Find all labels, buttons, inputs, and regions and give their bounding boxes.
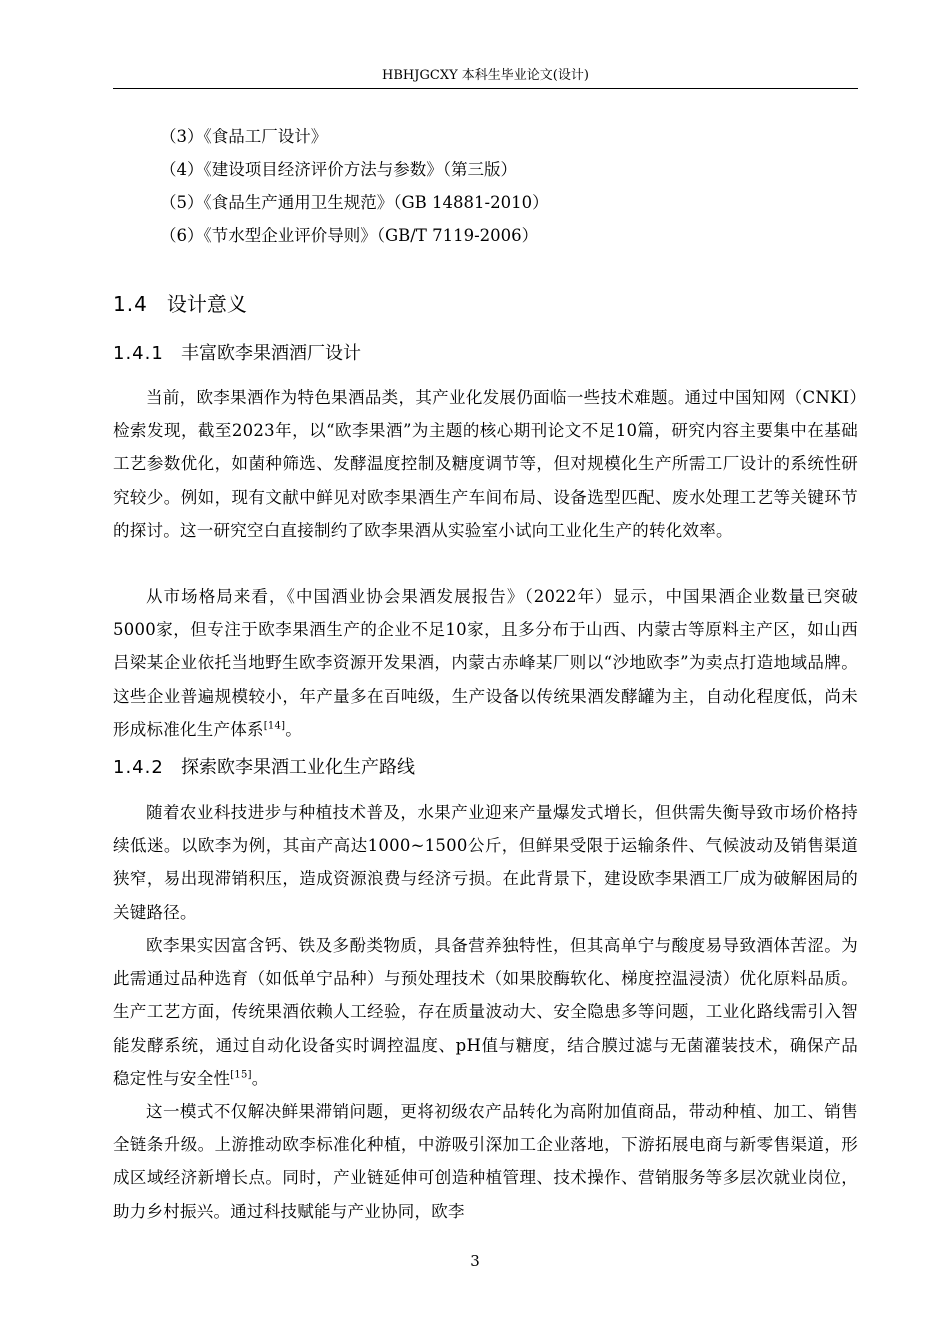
paragraph-1-4-2-b (113, 929, 858, 1095)
header-title: HBHJGCXY 本科生毕业论文(设计) (382, 68, 589, 83)
section-number: 1.4.2 (113, 757, 164, 778)
page-header (113, 66, 858, 89)
paragraph-end: 。 (285, 719, 303, 739)
paragraph-end: 。 (251, 1068, 269, 1088)
section-title: 探索欧李果酒工业化生产路线 (180, 757, 415, 778)
reference-item-4: （4）《建设项目经济评价方法与参数》（第三版） (160, 160, 517, 179)
citation-ref: [15] (230, 1069, 252, 1081)
paragraph-1-4-2-c: 这一模式不仅解决鲜果滞销问题，更将初级农产品转化为高附加值商品，带动种植、加工、销售全链条升级。上游推动欧李标准化种植，中游吸引深加工企业落地，下游拓展电商与新零售渠道，形成区域经济新增长点。同时，产业链延伸可创造种植管理、技术操作、营销服务等多层次就业岗位，助力乡村振兴。通过科技赋能与产业协同，欧李 (113, 1102, 858, 1221)
section-heading-1-4-1 (113, 342, 361, 366)
reference-item-3: （3）《食品工厂设计》 (160, 127, 328, 146)
paragraph-text: 从市场格局来看，《中国酒业协会果酒发展报告》（2022年）显示，中国果酒企业数量已突破5000家，但专注于欧李果酒生产的企业不足10家，且多分布于山西、内蒙古等原料主产区，如山西吕梁某企业依托当地野生欧李资源开发果酒，内蒙古赤峰某厂则以“沙地欧李”为卖点打造地域品牌。这些企业普遍规模较小，年产量多在百吨级，生产设备以传统果酒发酵罐为主，自动化程度低，尚未形成标准化生产体系 (113, 587, 858, 739)
reference-item-6: （6）《节水型企业评价导则》（GB/T 7119-2006） (160, 226, 539, 245)
reference-item-5: （5）《食品生产通用卫生规范》（GB 14881-2010） (160, 193, 549, 212)
citation-ref: [14] (263, 720, 286, 732)
section-number: 1.4 (113, 292, 148, 316)
section-title: 丰富欧李果酒酒厂设计 (180, 343, 361, 364)
paragraph-text: 欧李果实因富含钙、铁及多酚类物质，具备营养独特性，但其高单宁与酸度易导致酒体苦涩。为此需通过品种选育（如低单宁品种）与预处理技术（如果胶酶软化、梯度控温浸渍）优化原料品质。生产工艺方面，传统果酒依赖人工经验，存在质量波动大、安全隐患多等问题，工业化路线需引入智能发酵系统，通过自动化设备实时调控温度、pH值与糖度，结合膜过滤与无菌灌装技术，确保产品稳定性与安全性 (113, 936, 858, 1088)
section-heading-1-4-2 (113, 756, 415, 780)
section-heading-1-4 (113, 291, 247, 317)
section-number: 1.4.1 (113, 343, 164, 364)
page-number: 3 (470, 1252, 480, 1270)
paragraph-1-4-1-a: 当前，欧李果酒作为特色果酒品类，其产业化发展仍面临一些技术难题。通过中国知网（CNKI）检索发现，截至2023年，以“欧李果酒”为主题的核心期刊论文不足10篇，研究内容主要集中在基础工艺参数优化，如菌种筛选、发酵温度控制及糖度调节等，但对规模化生产所需工厂设计的系统性研究较少。例如，现有文献中鲜见对欧李果酒生产车间布局、设备选型匹配、废水处理工艺等关键环节的探讨。这一研究空白直接制约了欧李果酒从实验室小试向工业化生产的转化效率。 (113, 388, 858, 540)
section-title: 设计意义 (166, 292, 247, 316)
paragraph-1-4-2-a: 随着农业科技进步与种植技术普及，水果产业迎来产量爆发式增长，但供需失衡导致市场价格持续低迷。以欧李为例，其亩产高达1000~1500公斤，但鲜果受限于运输条件、气候波动及销售渠道狭窄，易出现滞销积压，造成资源浪费与经济亏损。在此背景下，建设欧李果酒工厂成为破解困局的关键路径。 (113, 803, 858, 922)
paragraph-1-4-1-b (113, 580, 858, 746)
